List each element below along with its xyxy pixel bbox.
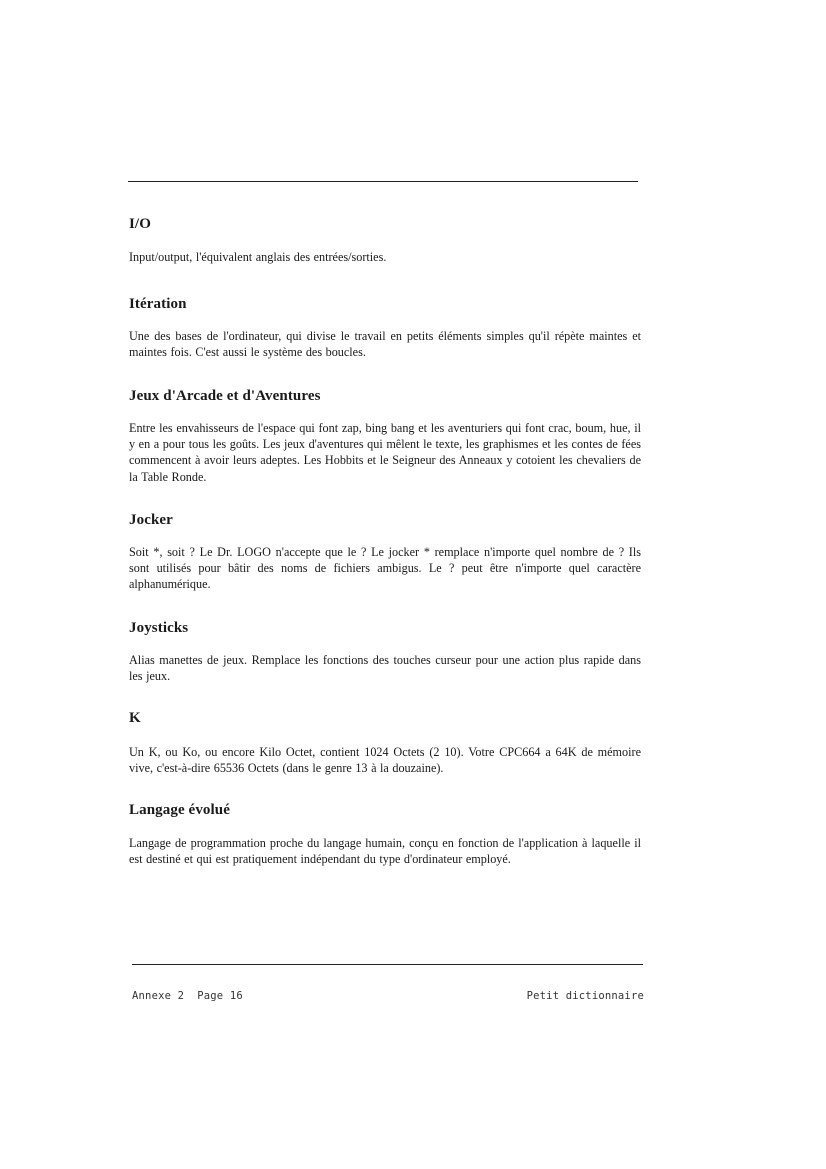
bottom-divider: [132, 964, 643, 965]
entry-title: Jeux d'Arcade et d'Aventures: [129, 388, 321, 404]
entry-body: Langage de programmation proche du langage humain, conçu en fonction de l'application à laquelle il est destiné et qui est pratiquement indépendant du type d'ordinateur employé.: [129, 836, 641, 867]
entry-title: I/O: [129, 216, 151, 232]
entry-langage-evolue: [129, 800, 641, 867]
entry-body: Un K, ou Ko, ou encore Kilo Octet, contient 1024 Octets (2 10). Votre CPC664 a 64K de mémoire vive, c'est-à-dire 65536 Octets (dans le genre 13 à la douzaine).: [129, 745, 641, 776]
entry-k: [129, 708, 641, 776]
footer-page-label: Annexe 2 Page 16: [132, 990, 243, 1002]
entry-iteration: [129, 294, 641, 360]
entry-body: Une des bases de l'ordinateur, qui divise le travail en petits éléments simples qu'il répète maintes et maintes fois. C'est aussi le système des boucles.: [129, 329, 641, 360]
entry-body: Alias manettes de jeux. Remplace les fonctions des touches curseur pour une action plus rapide dans les jeux.: [129, 653, 641, 684]
entry-title: Joysticks: [129, 620, 189, 636]
entry-body: Entre les envahisseurs de l'espace qui font zap, bing bang et les aventuriers qui font crac, boum, hue, il y en a pour tous les goûts. Les jeux d'aventures qui mêlent le texte, les graphismes et les contes de fées commencent à avoir leurs adeptes. Les Hobbits et le Seigneur des Anneaux y cotoient les chevaliers de la Table Ronde.: [129, 421, 641, 484]
entry-body: Input/output, l'équivalent anglais des entrées/sorties.: [129, 250, 387, 264]
entry-title: Langage évolué: [129, 802, 230, 818]
entry-jeux: [129, 386, 641, 485]
entry-io: [129, 214, 641, 265]
entry-joysticks: [129, 618, 641, 684]
entry-title: Itération: [129, 296, 187, 312]
entry-jocker: [129, 510, 641, 593]
top-divider: [128, 181, 638, 182]
entry-title: K: [129, 710, 141, 726]
footer-section-title: Petit dictionnaire: [526, 990, 644, 1002]
entry-title: Jocker: [129, 512, 173, 528]
entry-body: Soit *, soit ? Le Dr. LOGO n'accepte que le ? Le jocker * remplace n'importe quel nombre de ? Ils sont utilisés pour bâtir des noms de fichiers ambigus. Le ? peut être n'importe quel caractère alphanumérique.: [129, 545, 641, 592]
